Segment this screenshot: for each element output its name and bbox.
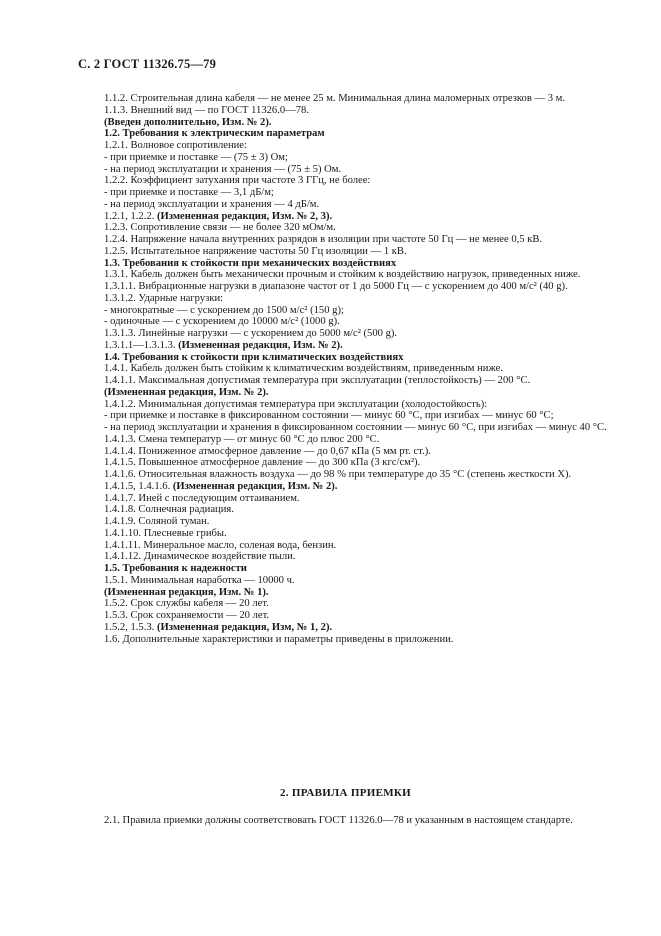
paragraph: - при приемке и поставке — 3,1 дБ/м; (104, 187, 274, 198)
paragraph: - при приемке и поставке — (75 ± 3) Ом; (104, 151, 288, 163)
paragraph: 1.2.4. Напряжение начала внутренних разрядов в изоляции при частоте 50 Гц — не менее 0,5 кВ. (104, 234, 543, 245)
paragraph: 1.3.1.2. Ударные нагрузки: (104, 292, 224, 304)
amendment-note: (Измененная редакция, Изм. № 2). (172, 480, 338, 492)
paragraph: 1.4.1.3. Смена температур — от минус 60 °С до плюс 200 °С. (104, 433, 380, 445)
paragraph: 1.3.1.1. Вибрационные нагрузки в диапазоне частот от 1 до 5000 Гц — с ускорением до 400 м/с² (40 g). (104, 281, 568, 292)
paragraph: 1.4.1.11. Минеральное масло, соленая вода, бензин. (104, 539, 337, 551)
paragraph: 1.4.1. Кабель должен быть стойким к климатическим воздействиям, приведенным ниже. (104, 363, 503, 375)
document-body (78, 93, 613, 645)
paragraph: 1.4.1.7. Иней с последующим оттаиванием. (104, 492, 300, 504)
amendment-note: (Измененная редакция, Изм. № 2, 3). (156, 210, 333, 222)
paragraph: 1.5.2. Срок службы кабеля — 20 лет. (104, 598, 269, 610)
paragraph: 1.4.1.8. Солнечная радиация. (104, 504, 234, 516)
paragraph: - на период эксплуатации и хранения — (75 ± 5) Ом. (104, 163, 342, 175)
paragraph: - на период эксплуатации и хранения в фиксированном состоянии — минус 60 °С, при изгибах — минус 40 °С. (104, 422, 607, 433)
amendment-note: (Измененная редакция, Изм. № 2). (178, 339, 343, 351)
clause-ref: 1.3.1.1—1.3.1.3. (104, 339, 179, 351)
paragraph: 1.1.3. Внешний вид — по ГОСТ 11326.0—78. (104, 104, 310, 116)
paragraph: 1.4.1.4. Пониженное атмосферное давление — до 0,67 кПа (5 мм рт. ст.). (104, 445, 431, 457)
paragraph: 1.3.1.3. Линейные нагрузки — с ускорением до 5000 м/с² (500 g). (104, 328, 398, 339)
clause-ref: 1.5.2, 1.5.3. (104, 621, 157, 633)
paragraph: 2.1. Правила приемки должны соответствовать ГОСТ 11326.0—78 и указанным в настоящем стандарте. (104, 815, 573, 826)
paragraph: 1.2.2. Коэффициент затухания при частоте 3 ГГц, не более: (104, 175, 371, 187)
paragraph: - на период эксплуатации и хранения — 4 дБ/м. (104, 198, 320, 210)
paragraph: - одиночные — с ускорением до 10000 м/с² (1000 g). (104, 316, 340, 328)
paragraph (78, 481, 613, 493)
paragraph: 1.3. Требования к стойкости при механических воздействиях (104, 257, 397, 269)
paragraph: - при приемке и поставке в фиксированном состоянии — минус 60 °С, при изгибах — минус 60 °С; (104, 410, 554, 422)
paragraph: 1.5.1. Минимальная наработка — 10000 ч. (104, 574, 295, 586)
paragraph: 1.2.1. Волновое сопротивление: (104, 140, 247, 151)
paragraph: 1.4. Требования к стойкости при климатических воздействиях (104, 351, 404, 363)
paragraph: 1.4.1.10. Плесневые грибы. (104, 527, 227, 539)
paragraph: (Введен дополнительно, Изм. № 2). (104, 116, 272, 128)
paragraph: 1.2.5. Испытательное напряжение частоты 50 Гц изоляции — 1 кВ. (104, 245, 407, 257)
paragraph (78, 211, 613, 223)
paragraph: 1.4.1.1. Максимальная допустимая температура при эксплуатации (теплостойкость) — 200 °С. (104, 375, 531, 386)
paragraph: 1.4.1.6. Относительная влажность воздуха — до 98 % при температуре до 35 °С (степень жесткости X). (104, 469, 572, 480)
paragraph: 1.4.1.12. Динамическое воздействие пыли. (104, 551, 296, 563)
paragraph: (Измененная редакция, Изм. № 2). (104, 386, 269, 398)
paragraph (78, 340, 613, 352)
paragraph: 1.2.3. Сопротивление связи — не более 320 мОм/м. (104, 222, 336, 234)
paragraph: - многократные — с ускорением до 1500 м/с² (150 g); (104, 304, 344, 316)
clause-ref: 1.2.1, 1.2.2. (104, 210, 157, 222)
clause-ref: 1.4.1.5, 1.4.1.6. (104, 480, 173, 492)
paragraph: 1.5. Требования к надежности (104, 563, 247, 574)
paragraph: 1.1.2. Строительная длина кабеля — не менее 25 м. Минимальная длина маломерных отрезков — 3 м. (104, 93, 566, 104)
paragraph: 1.4.1.2. Минимальная допустимая температура при эксплуатации (холодостойкость): (104, 398, 488, 410)
section-title: 2. ПРАВИЛА ПРИЕМКИ (279, 787, 412, 799)
paragraph: 1.3.1. Кабель должен быть механически прочным и стойким к воздействию нагрузок, приведенных ниже. (104, 269, 581, 281)
paragraph: (Измененная редакция, Изм. № 1). (104, 586, 269, 598)
amendment-note: (Измененная редакция, Изм, № 1, 2). (156, 621, 333, 633)
paragraph: 1.4.1.9. Соляной туман. (104, 516, 210, 527)
paragraph (78, 622, 613, 634)
paragraph: 1.5.3. Срок сохраняемости — 20 лет. (104, 610, 270, 621)
paragraph: 1.6. Дополнительные характеристики и параметры приведены в приложении. (104, 633, 454, 645)
paragraph: 1.2. Требования к электрическим параметрам (104, 128, 325, 140)
section-body (78, 815, 613, 827)
paragraph: 1.4.1.5. Повышенное атмосферное давление — до 300 кПа (3 кгс/см²). (104, 457, 421, 469)
page-header: С. 2 ГОСТ 11326.75—79 (78, 57, 217, 71)
